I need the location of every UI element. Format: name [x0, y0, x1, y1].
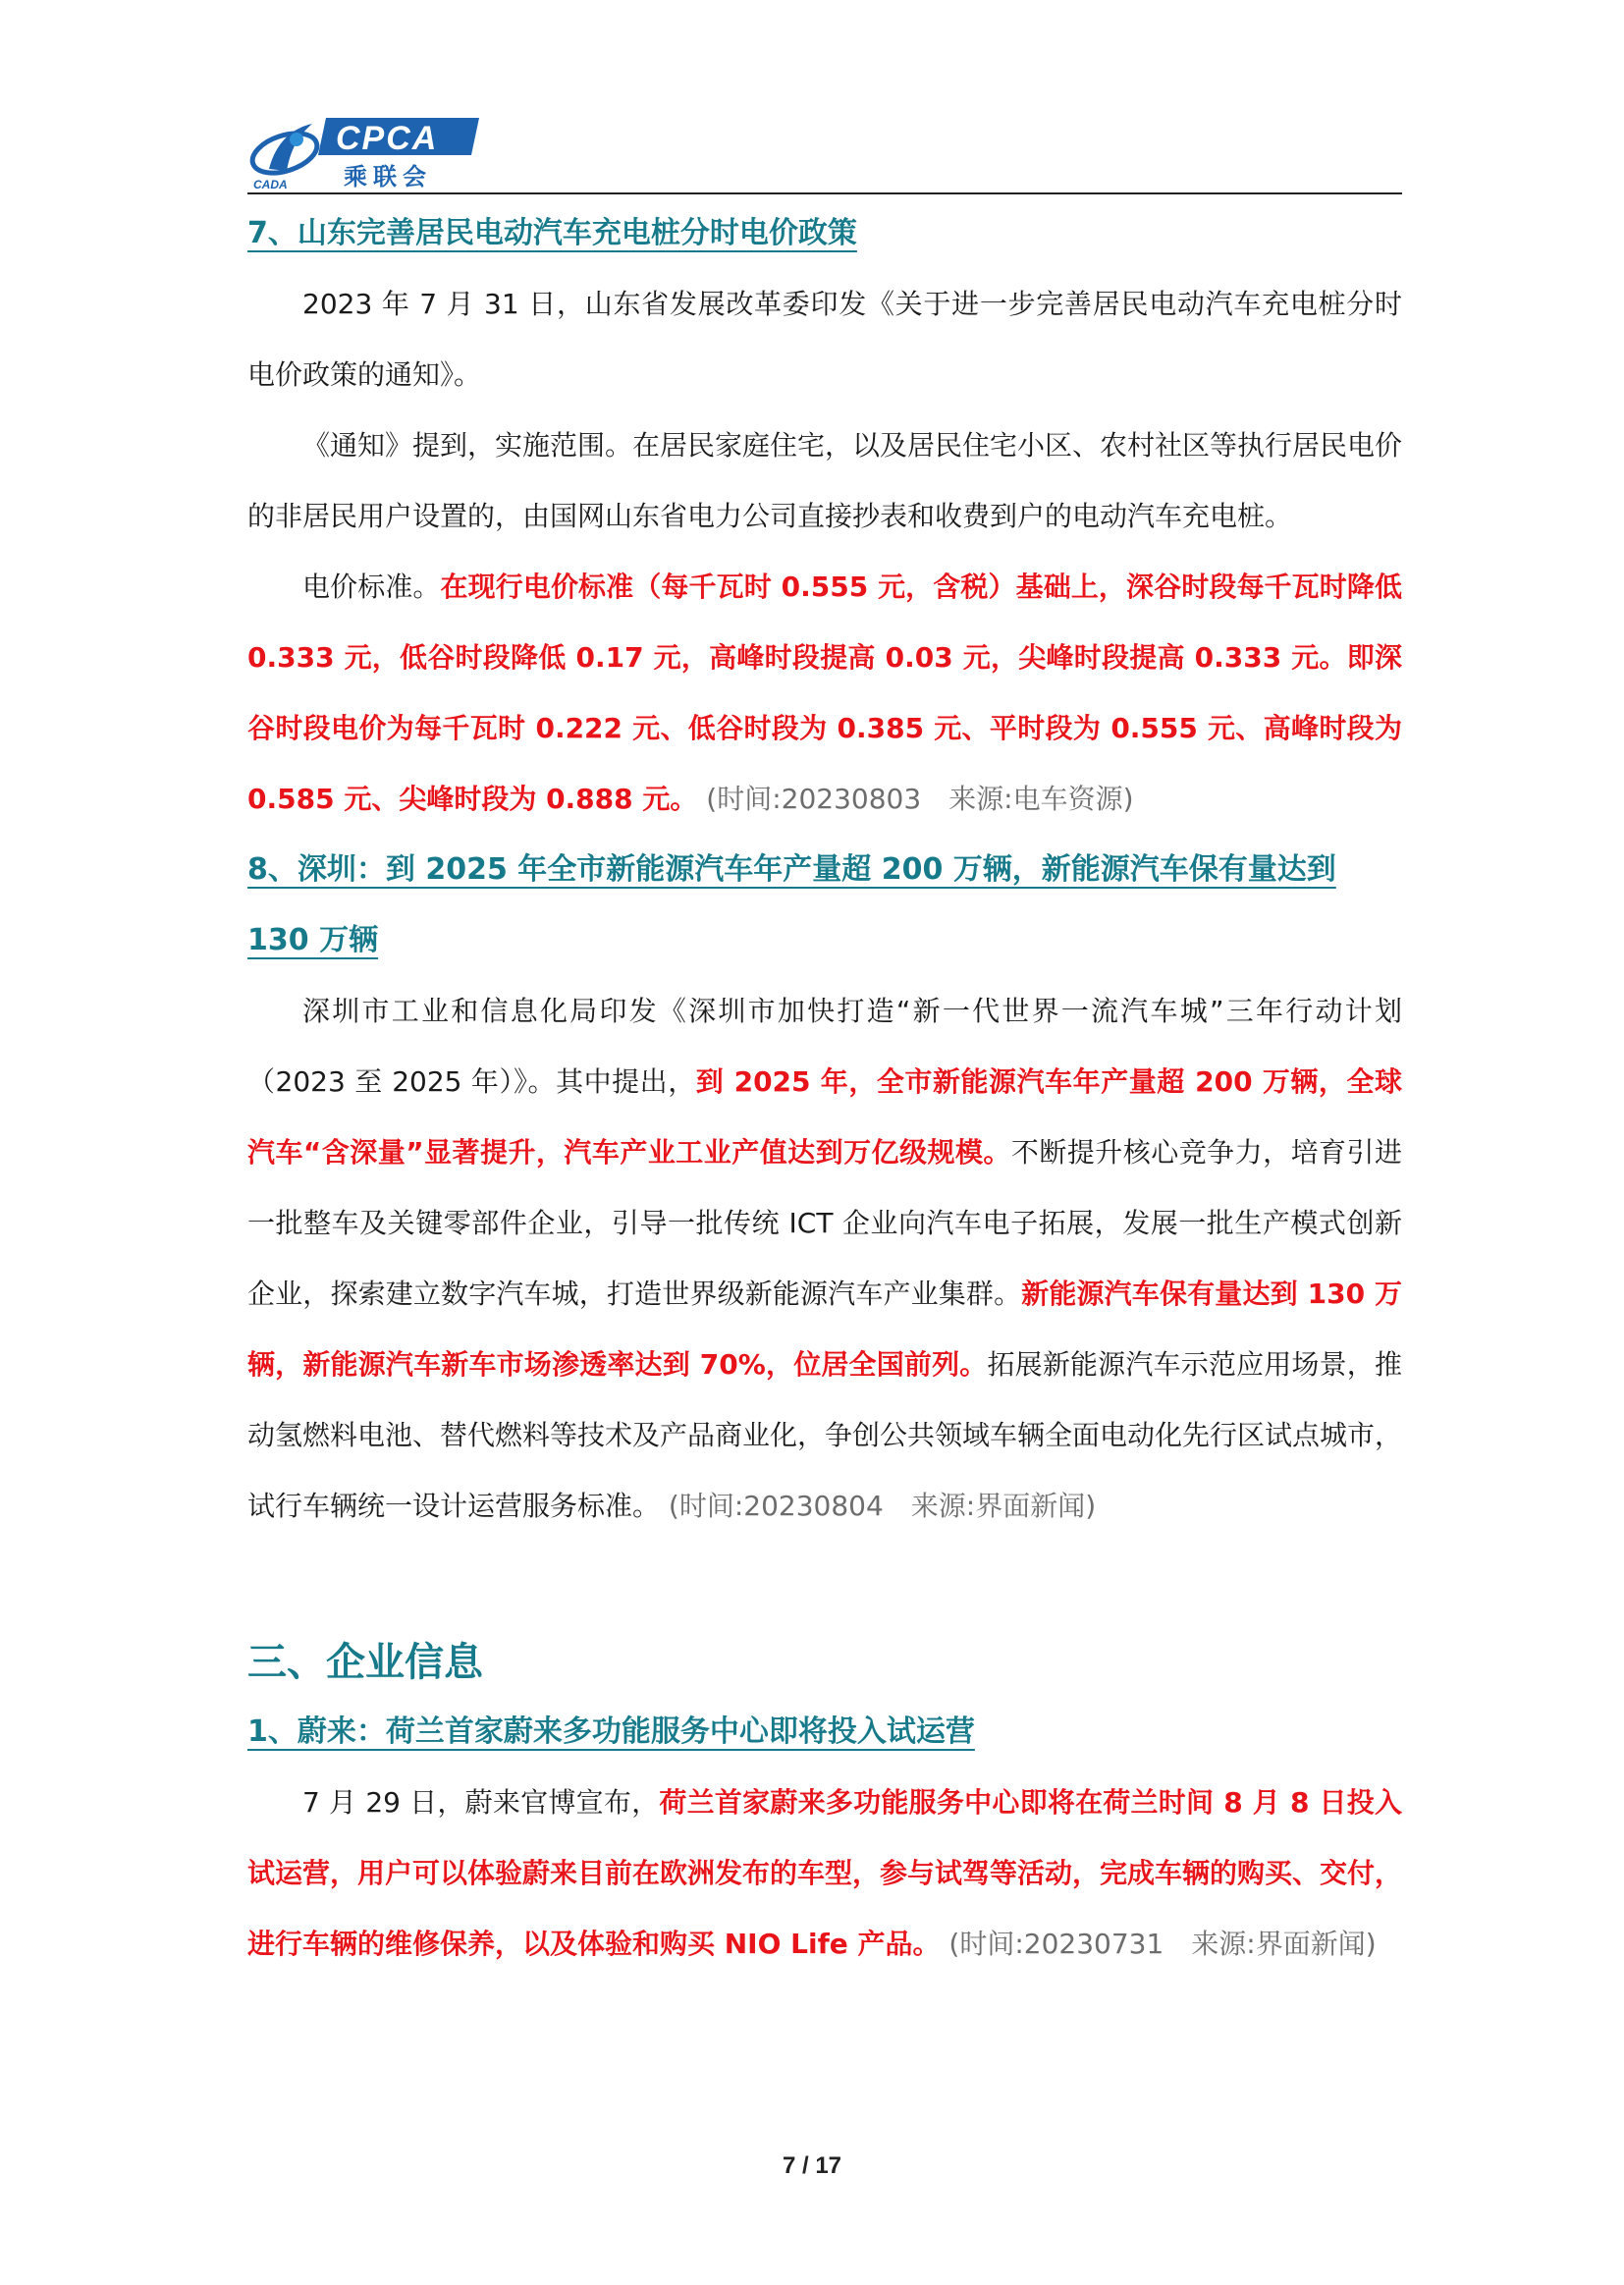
paragraph-text: 深圳市工业和信息化局印发《深圳市加快打造“新一代世界一流汽车城”三年行动计划（2023 至 2025 年）》。其中提出， [247, 995, 1402, 1098]
section-heading-7: 7、山东完善居民电动汽车充电桩分时电价政策 [247, 216, 857, 250]
svg-text:CADA: CADA [253, 178, 288, 191]
chapter-heading-3: 三、企业信息 [247, 1640, 483, 1685]
paragraph-text: 不断提升核心竞争力，培育引进一批整车及关键零部件企业，引导一批传统 ICT 企业向汽车电子拓展，发展一批生产模式创新企业，探索建立数字汽车城，打造世界级新能源汽车产业集群。 [247, 1136, 1402, 1310]
paragraph-text: 拓展新能源汽车示范应用场景，推动氢燃料电池、替代燃料等技术及产品商业化，争创公共领域车辆全面电动化先行区试点城市，试行车辆统一设计运营服务标准。 [247, 1348, 1403, 1522]
highlighted-text: 新能源汽车保有量达到 130 万辆，新能源汽车新车市场渗透率达到 70%，位居全国前列。 [247, 1278, 1402, 1381]
highlighted-text: 在现行电价标准（每千瓦时 0.555 元，含税）基础上，深谷时段每千瓦时降低 0.333 元，低谷时段降低 0.17 元，高峰时段提高 0.03 元，尖峰时段提高 0.333 元。即深谷时段电价为每千瓦时 0.222 元、低谷时段为 0.385 元、平时段为 0.555 元、高峰时段为 0.585 元、尖峰时段为 0.888 元。 [247, 571, 1402, 815]
paragraph-text: 电价标准。 [302, 571, 441, 603]
section-7-paragraph-2: 《通知》提到，实施范围。在居民家庭住宅，以及居民住宅小区、农村社区等执行居民电价的非居民用户设置的，由国网山东省电力公司直接抄表和收费到户的电动汽车充电桩。 [247, 429, 1403, 532]
page-number: 7 / 17 [782, 2152, 842, 2179]
cpca-logo [247, 110, 483, 192]
source-note: (时间:20230804 来源:界面新闻) [668, 1490, 1097, 1522]
source-note: (时间:20230803 来源:电车资源) [706, 783, 1134, 815]
section-7-paragraph-1: 2023 年 7 月 31 日，山东省发展改革委印发《关于进一步完善居民电动汽车充电桩分时电价政策的通知》。 [247, 288, 1402, 391]
company-1-paragraph [247, 1768, 1402, 1980]
highlighted-text: 到 2025 年，全市新能源汽车年产量超 200 万辆，全球汽车“含深量”显著提升，汽车产业工业产值达到万亿级规模。 [247, 1065, 1402, 1169]
spacer [247, 1542, 1402, 1628]
header-divider [247, 192, 1402, 194]
section-7-paragraph-3 [247, 552, 1402, 835]
company-heading-1: 1、蔚来：荷兰首家蔚来多功能服务中心即将投入试运营 [247, 1714, 975, 1749]
page-header [247, 110, 1402, 192]
paragraph-text: 7 月 29 日，蔚来官博宣布， [302, 1786, 660, 1819]
section-heading-8: 8、深圳：到 2025 年全市新能源汽车年产量超 200 万辆，新能源汽车保有量达到 130 万辆 [247, 852, 1336, 957]
section-8-paragraph [247, 976, 1402, 1542]
source-note: (时间:20230731 来源:界面新闻) [948, 1928, 1377, 1960]
svg-text:乘联会: 乘联会 [344, 163, 432, 190]
svg-text:CPCA: CPCA [336, 120, 439, 157]
main-content [247, 198, 1402, 1980]
highlighted-text: 荷兰首家蔚来多功能服务中心即将在荷兰时间 8 月 8 日投入试运营，用户可以体验蔚来目前在欧洲发布的车型，参与试驾等活动，完成车辆的购买、交付，进行车辆的维修保养，以及体验和购买 NIO Life 产品。 [247, 1786, 1403, 1960]
